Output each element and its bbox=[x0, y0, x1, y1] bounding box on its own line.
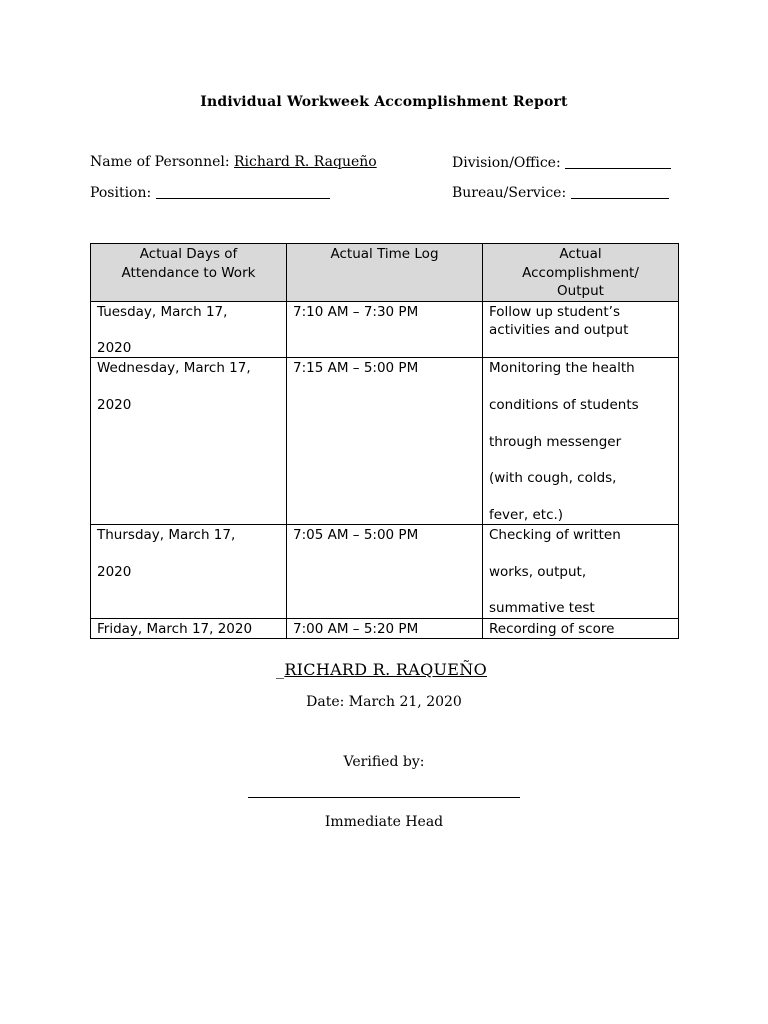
cell-line bbox=[489, 378, 672, 396]
time-log-cell bbox=[287, 301, 483, 358]
cell-line: 7:05 AM – 5:00 PM bbox=[293, 527, 419, 544]
table-row bbox=[91, 525, 679, 618]
cell-line bbox=[489, 414, 672, 432]
table-row bbox=[91, 618, 679, 638]
immediate-head-label: Immediate Head bbox=[324, 814, 444, 830]
table-row bbox=[91, 358, 679, 525]
position-label: Position: bbox=[90, 185, 152, 201]
verified-by-label: Verified by: bbox=[343, 754, 425, 770]
position-blank bbox=[156, 184, 330, 199]
bureau-blank bbox=[571, 184, 669, 199]
name-value: Richard R. Raqueño bbox=[234, 154, 377, 170]
table-header-row bbox=[91, 244, 679, 302]
cell-line: works, output, bbox=[489, 563, 587, 580]
signature-line bbox=[248, 797, 520, 798]
cell-line bbox=[97, 544, 280, 562]
column-header-time-log bbox=[287, 244, 483, 302]
cell-line: Checking of written bbox=[489, 527, 621, 544]
table-row bbox=[91, 301, 679, 358]
signature-name: _RICHARD R. RAQUEÑO bbox=[276, 660, 488, 679]
attendance-day-cell bbox=[91, 525, 287, 618]
header-line: Actual Days of bbox=[139, 246, 238, 262]
attendance-day-cell bbox=[91, 301, 287, 358]
cell-line: 2020 bbox=[97, 563, 132, 580]
column-header-accomplishment bbox=[483, 244, 679, 302]
cell-line: Tuesday, March 17, bbox=[97, 303, 228, 320]
cell-line bbox=[97, 378, 280, 396]
cell-line: Recording of score bbox=[489, 620, 615, 637]
signature-date: Date: March 21, 2020 bbox=[306, 694, 462, 710]
time-log-cell bbox=[287, 525, 483, 618]
cell-line: Follow up student’s bbox=[489, 303, 620, 320]
cell-line: 7:00 AM – 5:20 PM bbox=[293, 620, 419, 637]
division-label: Division/Office: bbox=[452, 155, 561, 171]
header-line: Attendance to Work bbox=[121, 264, 256, 281]
header-line: Actual Time Log bbox=[330, 246, 439, 262]
cell-line: 2020 bbox=[97, 340, 132, 357]
attendance-log-table bbox=[90, 243, 679, 639]
cell-line: summative test bbox=[489, 600, 595, 617]
bureau-service-field bbox=[452, 184, 669, 201]
division-office-field bbox=[452, 154, 671, 171]
cell-line: through messenger bbox=[489, 433, 622, 450]
cell-line: activities and output bbox=[489, 321, 629, 338]
accomplishment-cell bbox=[483, 358, 679, 525]
name-label: Name of Personnel: bbox=[90, 154, 230, 170]
cell-line: Monitoring the health bbox=[489, 360, 635, 377]
report-title: Individual Workweek Accomplishment Report bbox=[200, 94, 568, 110]
accomplishment-cell bbox=[483, 618, 679, 638]
division-blank bbox=[565, 154, 671, 169]
cell-line bbox=[97, 321, 280, 339]
header-line: Accomplishment/ bbox=[522, 264, 639, 281]
attendance-day-cell bbox=[91, 358, 287, 525]
signature-name-text: RICHARD R. RAQUEÑO bbox=[284, 660, 488, 679]
time-log-cell bbox=[287, 358, 483, 525]
cell-line bbox=[489, 451, 672, 469]
cell-line: Wednesday, March 17, bbox=[97, 360, 251, 377]
time-log-cell bbox=[287, 618, 483, 638]
cell-line: 2020 bbox=[97, 396, 132, 413]
accomplishment-cell bbox=[483, 525, 679, 618]
bureau-label: Bureau/Service: bbox=[452, 185, 567, 201]
cell-line: Friday, March 17, 2020 bbox=[97, 620, 253, 637]
cell-line: Thursday, March 17, bbox=[97, 527, 236, 544]
cell-line: (with cough, colds, bbox=[489, 470, 617, 487]
cell-line: conditions of students bbox=[489, 396, 639, 413]
header-line: Output bbox=[557, 283, 604, 299]
cell-line: fever, etc.) bbox=[489, 506, 564, 523]
cell-line: 7:10 AM – 7:30 PM bbox=[293, 303, 419, 320]
cell-line bbox=[489, 487, 672, 505]
accomplishment-cell bbox=[483, 301, 679, 358]
header-line: Actual bbox=[559, 246, 602, 262]
name-of-personnel-field bbox=[90, 154, 377, 170]
cell-line: 7:15 AM – 5:00 PM bbox=[293, 360, 419, 377]
position-field bbox=[90, 184, 330, 201]
attendance-day-cell bbox=[91, 618, 287, 638]
cell-line bbox=[489, 581, 672, 599]
cell-line bbox=[489, 544, 672, 562]
column-header-days bbox=[91, 244, 287, 302]
